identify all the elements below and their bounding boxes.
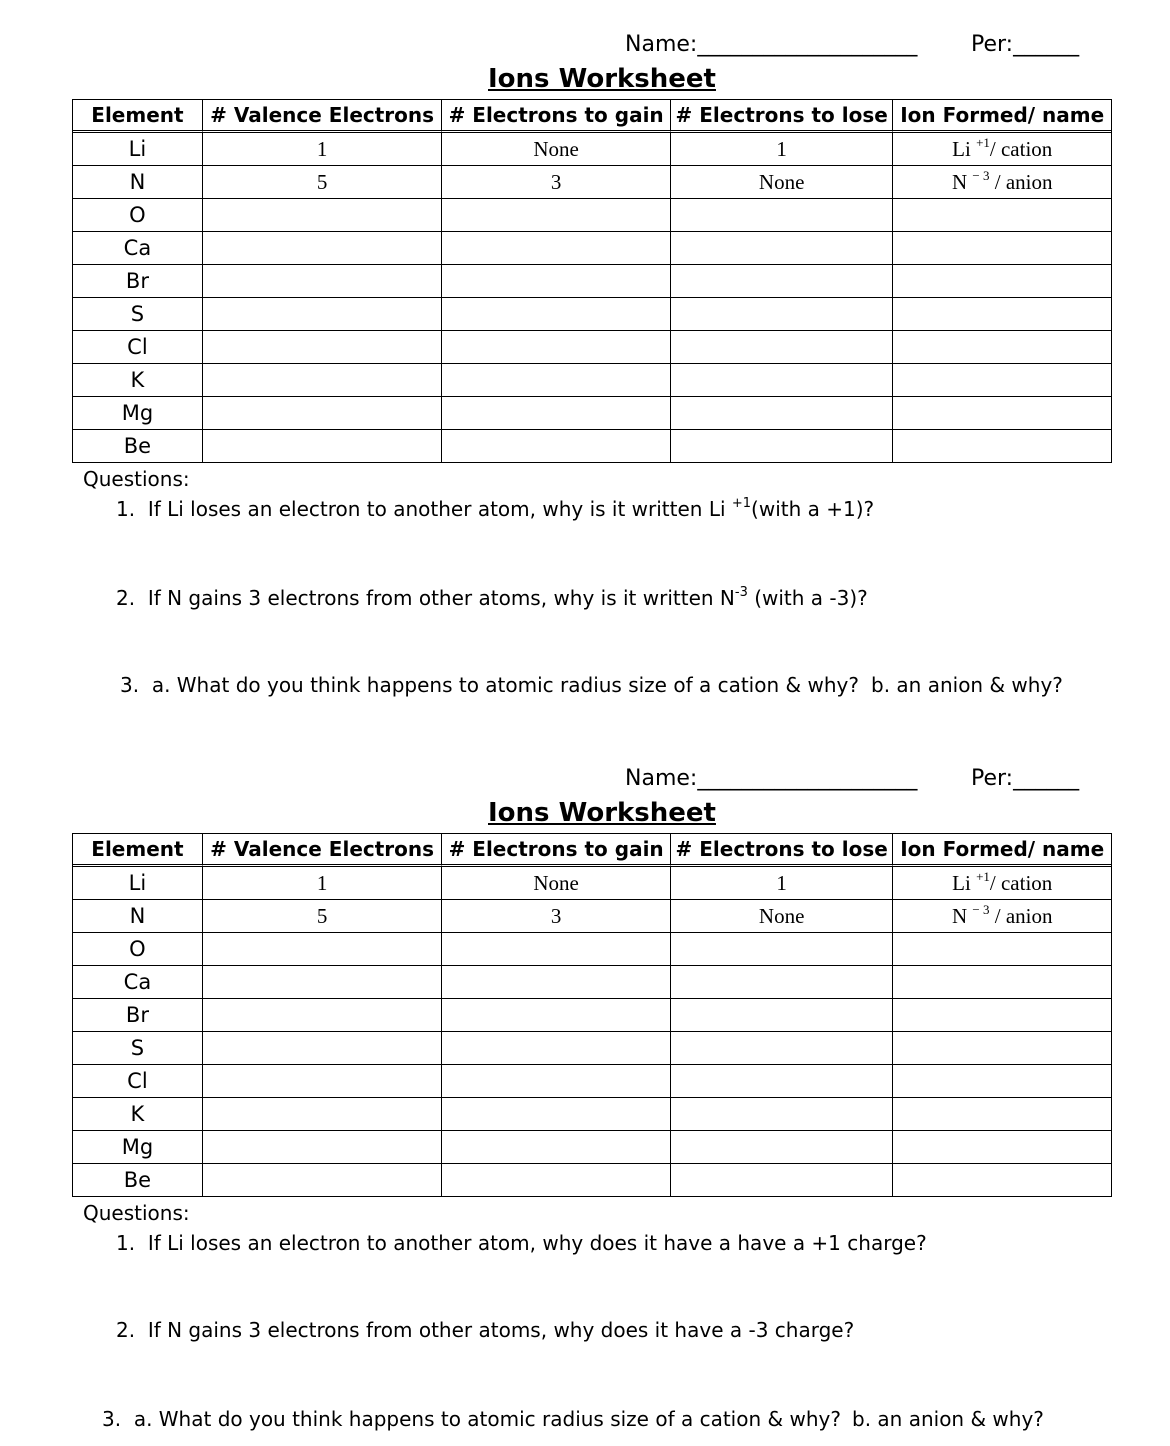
valence-cell[interactable] — [203, 397, 443, 430]
valence-cell[interactable] — [203, 430, 443, 462]
ion-cell[interactable] — [893, 166, 1111, 199]
valence-cell[interactable] — [203, 1032, 443, 1065]
element-cell: S — [73, 298, 203, 331]
header-lose: # Electrons to lose — [671, 100, 894, 133]
element-cell: Li — [73, 867, 203, 900]
valence-cell[interactable]: 1 — [203, 867, 443, 900]
header-element: Element — [73, 834, 203, 867]
table-row — [73, 1065, 1111, 1098]
table-row — [73, 166, 1111, 199]
element-cell: Ca — [73, 966, 203, 999]
period-field[interactable] — [971, 766, 1079, 791]
element-cell: O — [73, 199, 203, 232]
ion-charge: − 3 — [972, 167, 990, 183]
question-3 — [120, 673, 859, 697]
header-ion: Ion Formed/ name — [893, 100, 1111, 133]
question-3 — [102, 1407, 841, 1431]
ion-symbol: N — [951, 169, 968, 194]
valence-cell[interactable] — [203, 331, 443, 364]
valence-cell[interactable] — [203, 1164, 443, 1196]
element-cell: Cl — [73, 1065, 203, 1098]
ion-name: / cation — [989, 136, 1053, 161]
ion-cell[interactable] — [893, 900, 1111, 933]
table-row — [73, 298, 1111, 331]
question-3a: a. What do you think happens to atomic radius size of a cation & why? — [151, 673, 859, 697]
ion-cell[interactable] — [893, 430, 1111, 462]
valence-cell[interactable] — [203, 265, 443, 298]
lose-cell[interactable] — [671, 1131, 894, 1164]
gain-cell[interactable] — [442, 966, 671, 999]
valence-cell[interactable] — [203, 1065, 443, 1098]
ion-cell[interactable] — [893, 331, 1111, 364]
table-header-row — [73, 834, 1111, 867]
question-number: 1. — [116, 1231, 136, 1255]
element-cell: Li — [73, 133, 203, 166]
table-row — [73, 966, 1111, 999]
gain-cell[interactable] — [442, 1164, 671, 1196]
valence-cell[interactable] — [203, 1098, 443, 1131]
question-number: 2. — [116, 1318, 136, 1342]
gain-cell[interactable] — [442, 1098, 671, 1131]
gain-cell[interactable] — [442, 364, 671, 397]
worksheet-title: Ions Worksheet — [488, 798, 716, 828]
gain-cell[interactable] — [442, 999, 671, 1032]
name-label: Name: — [625, 32, 698, 57]
lose-cell[interactable] — [671, 1032, 894, 1065]
table-row — [73, 331, 1111, 364]
lose-cell[interactable]: None — [671, 900, 894, 933]
period-field[interactable] — [971, 32, 1079, 57]
valence-cell[interactable] — [203, 933, 443, 966]
table-row — [73, 232, 1111, 265]
per-label: Per: — [971, 32, 1014, 57]
gain-cell[interactable]: None — [442, 867, 671, 900]
ions-table — [72, 833, 1112, 1197]
question-text-end: (with a -3)? — [747, 586, 868, 610]
gain-cell[interactable] — [442, 1065, 671, 1098]
question-3a: a. What do you think happens to atomic radius size of a cation & why? — [133, 1407, 841, 1431]
valence-cell[interactable] — [203, 199, 443, 232]
table-row — [73, 397, 1111, 430]
ion-cell[interactable] — [893, 1065, 1111, 1098]
questions-heading: Questions: — [83, 467, 190, 491]
ion-symbol: Li — [952, 136, 971, 161]
gain-cell[interactable] — [442, 265, 671, 298]
valence-cell[interactable] — [203, 966, 443, 999]
lose-cell[interactable] — [671, 232, 894, 265]
lose-cell[interactable] — [671, 331, 894, 364]
valence-cell[interactable]: 5 — [203, 166, 443, 199]
element-cell: S — [73, 1032, 203, 1065]
lose-cell[interactable] — [671, 1164, 894, 1196]
lose-cell[interactable] — [671, 430, 894, 462]
question-text: If N gains 3 electrons from other atoms, why does it have a -3 charge? — [147, 1318, 855, 1342]
gain-cell[interactable] — [442, 397, 671, 430]
ion-cell[interactable] — [893, 298, 1111, 331]
table-row — [73, 364, 1111, 397]
lose-cell[interactable] — [671, 933, 894, 966]
element-cell: Br — [73, 265, 203, 298]
table-row — [73, 1131, 1111, 1164]
gain-cell[interactable] — [442, 331, 671, 364]
table-row — [73, 999, 1111, 1032]
header-valence: # Valence Electrons — [203, 834, 443, 867]
questions-heading: Questions: — [83, 1201, 190, 1225]
table-header-row — [73, 100, 1111, 133]
question-1 — [116, 497, 874, 521]
valence-cell[interactable] — [203, 999, 443, 1032]
question-number: 1. — [116, 497, 136, 521]
element-cell: Mg — [73, 397, 203, 430]
table-row — [73, 430, 1111, 462]
ion-cell[interactable] — [893, 867, 1111, 900]
element-cell: K — [73, 364, 203, 397]
question-superscript: -3 — [734, 585, 748, 600]
question-text: If N gains 3 electrons from other atoms, why is it written N — [147, 586, 735, 610]
table-row — [73, 1164, 1111, 1196]
question-text: If Li loses an electron to another atom, why does it have a have a +1 charge? — [147, 1231, 927, 1255]
gain-cell[interactable]: 3 — [442, 166, 671, 199]
lose-cell[interactable] — [671, 999, 894, 1032]
header-ion: Ion Formed/ name — [893, 834, 1111, 867]
valence-cell[interactable] — [203, 364, 443, 397]
header-valence: # Valence Electrons — [203, 100, 443, 133]
per-label: Per: — [971, 766, 1014, 791]
lose-cell[interactable] — [671, 298, 894, 331]
question-number: 3. — [120, 673, 140, 697]
question-number: 2. — [116, 586, 136, 610]
ion-cell[interactable] — [893, 933, 1111, 966]
valence-cell[interactable]: 1 — [203, 133, 443, 166]
ion-charge: +1 — [976, 134, 990, 150]
ion-cell[interactable] — [893, 265, 1111, 298]
gain-cell[interactable] — [442, 933, 671, 966]
ions-table — [72, 99, 1112, 463]
table-row — [73, 199, 1111, 232]
lose-cell[interactable] — [671, 397, 894, 430]
gain-cell[interactable]: 3 — [442, 900, 671, 933]
lose-cell[interactable]: 1 — [671, 133, 894, 166]
table-row — [73, 1098, 1111, 1131]
worksheet-title: Ions Worksheet — [488, 64, 716, 94]
valence-cell[interactable]: 5 — [203, 900, 443, 933]
question-superscript: +1 — [731, 496, 752, 511]
gain-cell[interactable] — [442, 1032, 671, 1065]
ion-cell[interactable] — [893, 1032, 1111, 1065]
question-number: 3. — [102, 1407, 122, 1431]
ion-charge: +1 — [976, 868, 990, 884]
ion-cell[interactable] — [893, 133, 1111, 166]
table-row — [73, 933, 1111, 966]
ion-symbol: Li — [952, 870, 971, 895]
ion-name: / cation — [989, 870, 1053, 895]
table-row — [73, 867, 1111, 900]
element-cell: Be — [73, 430, 203, 462]
lose-cell[interactable] — [671, 1065, 894, 1098]
element-cell: Ca — [73, 232, 203, 265]
ion-cell[interactable] — [893, 199, 1111, 232]
ion-cell[interactable] — [893, 966, 1111, 999]
lose-cell[interactable] — [671, 265, 894, 298]
element-cell: Br — [73, 999, 203, 1032]
header-lose: # Electrons to lose — [671, 834, 894, 867]
valence-cell[interactable] — [203, 298, 443, 331]
ion-name: / anion — [994, 169, 1053, 194]
element-cell: O — [73, 933, 203, 966]
table-row — [73, 133, 1111, 166]
question-text-end: (with a +1)? — [751, 497, 875, 521]
name-blank[interactable]: ____________________ — [697, 766, 918, 791]
lose-cell[interactable]: None — [671, 166, 894, 199]
gain-cell[interactable] — [442, 298, 671, 331]
question-2 — [116, 1318, 854, 1342]
header-element: Element — [73, 100, 203, 133]
ion-cell[interactable] — [893, 397, 1111, 430]
lose-cell[interactable]: 1 — [671, 867, 894, 900]
name-blank[interactable]: ____________________ — [697, 32, 918, 57]
ion-cell[interactable] — [893, 1164, 1111, 1196]
per-blank[interactable]: ______ — [1013, 32, 1080, 57]
question-text: If Li loses an electron to another atom, why is it written Li — [147, 497, 732, 521]
ion-symbol: N — [951, 903, 968, 928]
table-row — [73, 1032, 1111, 1065]
name-label: Name: — [625, 766, 698, 791]
valence-cell[interactable] — [203, 1131, 443, 1164]
lose-cell[interactable] — [671, 199, 894, 232]
name-field[interactable] — [625, 766, 917, 791]
gain-cell[interactable] — [442, 1131, 671, 1164]
element-cell: Cl — [73, 331, 203, 364]
question-3b: b. an anion & why? — [852, 1407, 1044, 1431]
gain-cell[interactable]: None — [442, 133, 671, 166]
ion-cell[interactable] — [893, 364, 1111, 397]
question-3b: b. an anion & why? — [871, 673, 1063, 697]
per-blank[interactable]: ______ — [1013, 766, 1080, 791]
table-row — [73, 900, 1111, 933]
element-cell: Mg — [73, 1131, 203, 1164]
ion-name: / anion — [994, 903, 1053, 928]
table-row — [73, 265, 1111, 298]
ion-cell[interactable] — [893, 232, 1111, 265]
lose-cell[interactable] — [671, 1098, 894, 1131]
element-cell: N — [73, 166, 203, 199]
ion-cell[interactable] — [893, 1131, 1111, 1164]
question-2 — [116, 586, 868, 610]
lose-cell[interactable] — [671, 364, 894, 397]
header-gain: # Electrons to gain — [442, 834, 671, 867]
gain-cell[interactable] — [442, 232, 671, 265]
element-cell: Be — [73, 1164, 203, 1196]
ion-cell[interactable] — [893, 1098, 1111, 1131]
valence-cell[interactable] — [203, 232, 443, 265]
lose-cell[interactable] — [671, 966, 894, 999]
question-1 — [116, 1231, 927, 1255]
element-cell: N — [73, 900, 203, 933]
gain-cell[interactable] — [442, 430, 671, 462]
name-field[interactable] — [625, 32, 917, 57]
ion-cell[interactable] — [893, 999, 1111, 1032]
header-gain: # Electrons to gain — [442, 100, 671, 133]
ion-charge: − 3 — [972, 901, 990, 917]
element-cell: K — [73, 1098, 203, 1131]
gain-cell[interactable] — [442, 199, 671, 232]
